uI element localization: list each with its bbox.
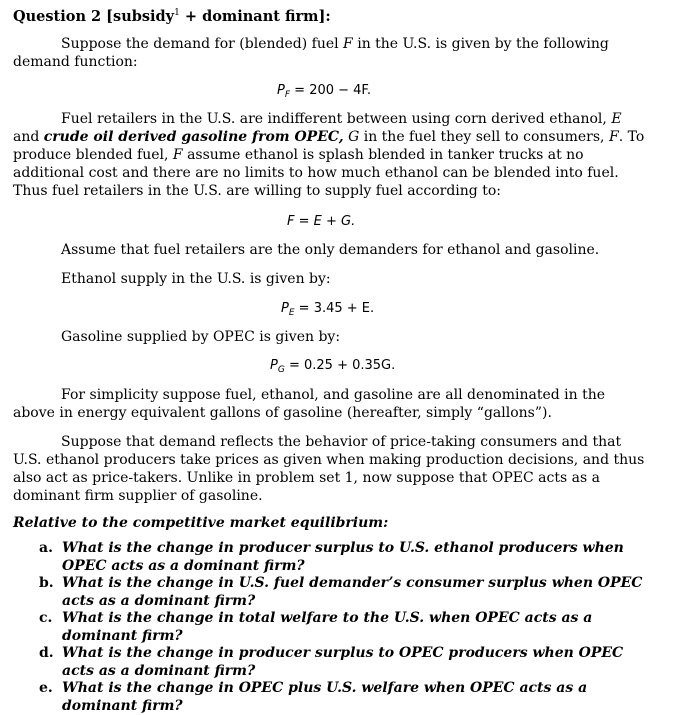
question-label: b.	[39, 575, 54, 591]
question-list	[13, 540, 653, 715]
question-item	[13, 680, 653, 715]
retailers-paragraph	[13, 110, 648, 200]
retailers-text-5: . To produce blended fuel,	[13, 129, 645, 163]
simplicity-paragraph: For simplicity suppose fuel, ethanol, and gasoline are all denominated in the above in energy equivalent gallons of gasoline (hereafter, simply “gallons”).	[13, 387, 606, 421]
question-item	[13, 610, 653, 645]
question-item	[13, 645, 653, 680]
ethanol-eq-sub: E	[288, 308, 295, 318]
demand-eq-lhs: P	[277, 83, 285, 98]
footnote-marker: 1	[174, 8, 180, 18]
question-title	[13, 4, 331, 26]
title-prefix: Question 2 [subsidy	[13, 7, 175, 25]
intro-var-f: F	[343, 36, 353, 52]
retailers-var-f2: F	[172, 147, 183, 163]
gasoline-supply-line: Gasoline supplied by OPEC is given by:	[61, 329, 341, 345]
question-item	[13, 540, 653, 575]
assume-line: Assume that fuel retailers are the only demanders for ethanol and gasoline.	[61, 242, 600, 258]
retailers-text-6: assume ethanol is splash blended in tanker trucks at no additional cost and there are no limits to how much ethanol can be blended into fuel. Thus fuel retailers in the U.S. are willing to supply fuel according to:	[13, 147, 619, 199]
demand-equation	[277, 82, 371, 104]
demand-eq-sub: F	[284, 90, 291, 100]
ethanol-equation	[281, 300, 374, 322]
question-label: a.	[39, 540, 53, 556]
retailers-text-2: and	[13, 129, 44, 145]
question-text: What is the change in U.S. fuel demander’s consumer surplus when OPEC acts as a dominant firm?	[62, 575, 643, 609]
question-item	[13, 575, 653, 610]
retailers-text-1: Fuel retailers in the U.S. are indifferent between using corn derived ethanol,	[61, 111, 612, 127]
gasoline-eq-sub: G	[277, 365, 285, 375]
retailers-emphasis: crude oil derived gasoline from OPEC,	[43, 129, 344, 145]
question-text: What is the change in producer surplus to U.S. ethanol producers when OPEC acts as a dominant firm?	[62, 540, 624, 574]
question-text: What is the change in OPEC plus U.S. welfare when OPEC acts as a dominant firm?	[62, 680, 588, 714]
question-text: What is the change in total welfare to the U.S. when OPEC acts as a dominant firm?	[62, 610, 593, 644]
demand-eq-rhs: = 200 − 4F.	[290, 83, 371, 98]
ethanol-eq-rhs: = 3.45 + E.	[294, 301, 375, 316]
question-label: d.	[39, 645, 54, 661]
gasoline-eq-lhs: P	[270, 358, 278, 373]
retailers-var-f: F	[608, 129, 619, 145]
questions-heading: Relative to the competitive market equilibrium:	[13, 515, 389, 531]
behavior-paragraph: Suppose that demand reflects the behavior of price-taking consumers and that U.S. ethanol producers take prices as given when making production decisions, and thus also act as price-takers. Unlike in problem set 1, now suppose that OPEC acts as a dominant firm supplier of gasoline.	[13, 434, 645, 504]
retailers-var-e: E	[611, 111, 622, 127]
supply-equation: F = E + G.	[287, 214, 356, 229]
intro-text-b: in the U.S. is given by the following demand function:	[13, 36, 609, 70]
ethanol-supply-line: Ethanol supply in the U.S. is given by:	[61, 271, 331, 287]
intro-text-a: Suppose the demand for (blended) fuel	[61, 36, 344, 52]
question-text: What is the change in producer surplus to OPEC producers when OPEC acts as a dominant firm?	[62, 645, 624, 679]
gasoline-eq-rhs: = 0.25 + 0.35G.	[284, 358, 396, 373]
gasoline-equation	[270, 357, 395, 379]
retailers-var-g: G	[348, 129, 360, 145]
ethanol-eq-lhs: P	[281, 301, 289, 316]
intro-paragraph	[13, 35, 648, 71]
question-label: c.	[39, 610, 53, 626]
title-suffix: + dominant firm]:	[179, 7, 331, 25]
question-label: e.	[39, 680, 53, 696]
retailers-text-4: in the fuel they sell to consumers,	[359, 129, 609, 145]
